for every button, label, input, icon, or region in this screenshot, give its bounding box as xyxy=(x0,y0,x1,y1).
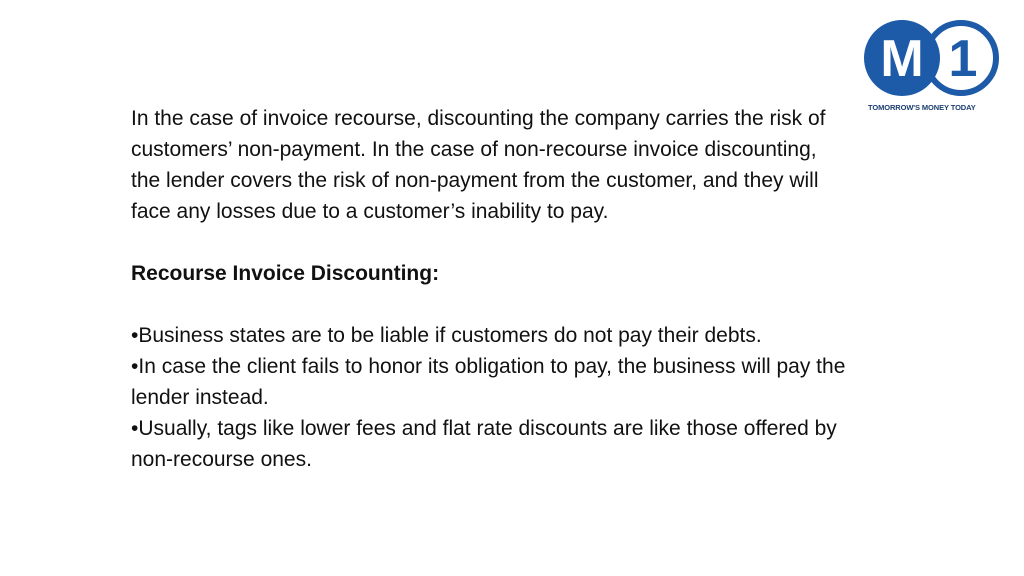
bullet-text: Usually, tags like lower fees and flat rate discounts are like those offered by non-recourse ones. xyxy=(131,417,837,471)
bullet-item xyxy=(131,351,851,413)
logo-digit: 1 xyxy=(948,30,978,88)
bullet-text: In case the client fails to honor its obligation to pay, the business will pay the lender instead. xyxy=(131,355,846,409)
m1-logo xyxy=(860,14,1010,118)
slide-body xyxy=(131,103,851,475)
logo-letter: M xyxy=(880,30,924,88)
bullet-symbol: • xyxy=(131,355,139,378)
bullet-symbol: • xyxy=(131,324,139,347)
logo-tagline: TOMORROW'S MONEY TODAY xyxy=(868,103,976,112)
bullet-item xyxy=(131,413,851,475)
intro-paragraph: In the case of invoice recourse, discounting the company carries the risk of customers’ non-payment. In the case of non-recourse invoice discounting, the lender covers the risk of non-payment from the customer, and they will face any losses due to a customer’s inability to pay. xyxy=(131,107,826,223)
bullet-symbol: • xyxy=(131,417,139,440)
m1-logo-mark xyxy=(860,14,1010,102)
bullet-text: Business states are to be liable if customers do not pay their debts. xyxy=(138,324,762,347)
bullet-item xyxy=(131,320,851,351)
section-heading: Recourse Invoice Discounting: xyxy=(131,262,440,285)
